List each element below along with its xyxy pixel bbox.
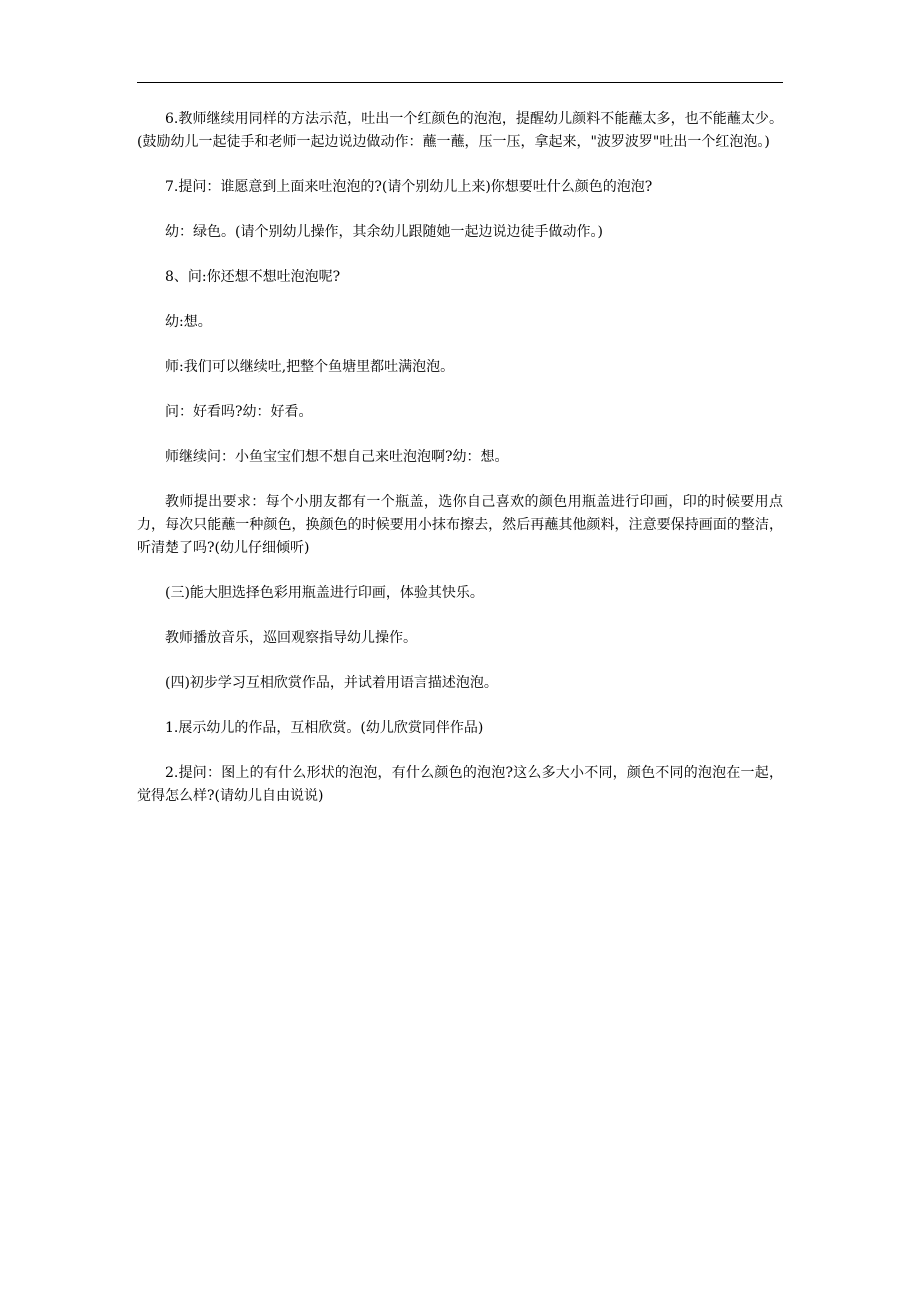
paragraph-teacher-continue: 师:我们可以继续吐,把整个鱼塘里都吐满泡泡。 — [165, 359, 455, 375]
paragraph-question-pretty: 问：好看吗?幼：好看。 — [165, 404, 313, 420]
paragraph-step-7: 7.提问：谁愿意到上面来吐泡泡的?(请个别幼儿上来)你想要吐什么颜色的泡泡? — [165, 179, 653, 195]
paragraph-step-6: 6.教师继续用同样的方法示范，吐出一个红颜色的泡泡，提醒幼儿颜料不能蘸太多，也不能蘸太少。(鼓励幼儿一起徒手和老师一起边说边做动作：蘸一蘸，压一压，拿起来，"波罗波罗"吐出一个红泡泡。) — [137, 111, 783, 150]
paragraph-step-8: 8、问:你还想不想吐泡泡呢? — [165, 269, 341, 285]
paragraph-show-works: 1.展示幼儿的作品，互相欣赏。(幼儿欣赏同伴作品) — [165, 720, 484, 736]
paragraph-final-question: 2.提问：图上的有什么形状的泡泡，有什么颜色的泡泡?这么多大小不同，颜色不同的泡泡在一起，觉得怎么样?(请幼儿自由说说) — [137, 765, 783, 804]
paragraph-play-music: 教师播放音乐，巡回观察指导幼儿操作。 — [165, 630, 417, 646]
paragraph-section-three: (三)能大胆选择色彩用瓶盖进行印画，体验其快乐。 — [165, 585, 484, 601]
header-rule — [137, 82, 783, 83]
paragraph-teacher-requirements: 教师提出要求：每个小朋友都有一个瓶盖，选你自己喜欢的颜色用瓶盖进行印画，印的时候要用点力，每次只能蘸一种颜色，换颜色的时候要用小抹布擦去，然后再蘸其他颜料，注意要保持画面的整洁，听清楚了吗?(幼儿仔细倾听) — [137, 494, 783, 556]
document-body — [137, 108, 783, 830]
paragraph-child-answer-yes: 幼:想。 — [165, 314, 212, 330]
paragraph-section-four: (四)初步学习互相欣赏作品，并试着用语言描述泡泡。 — [165, 675, 498, 691]
paragraph-teacher-asks-again: 师继续问：小鱼宝宝们想不想自己来吐泡泡啊?幼：想。 — [165, 449, 509, 465]
paragraph-child-answer-green: 幼：绿色。(请个别幼儿操作，其余幼儿跟随她一起边说边徒手做动作。) — [165, 224, 603, 240]
